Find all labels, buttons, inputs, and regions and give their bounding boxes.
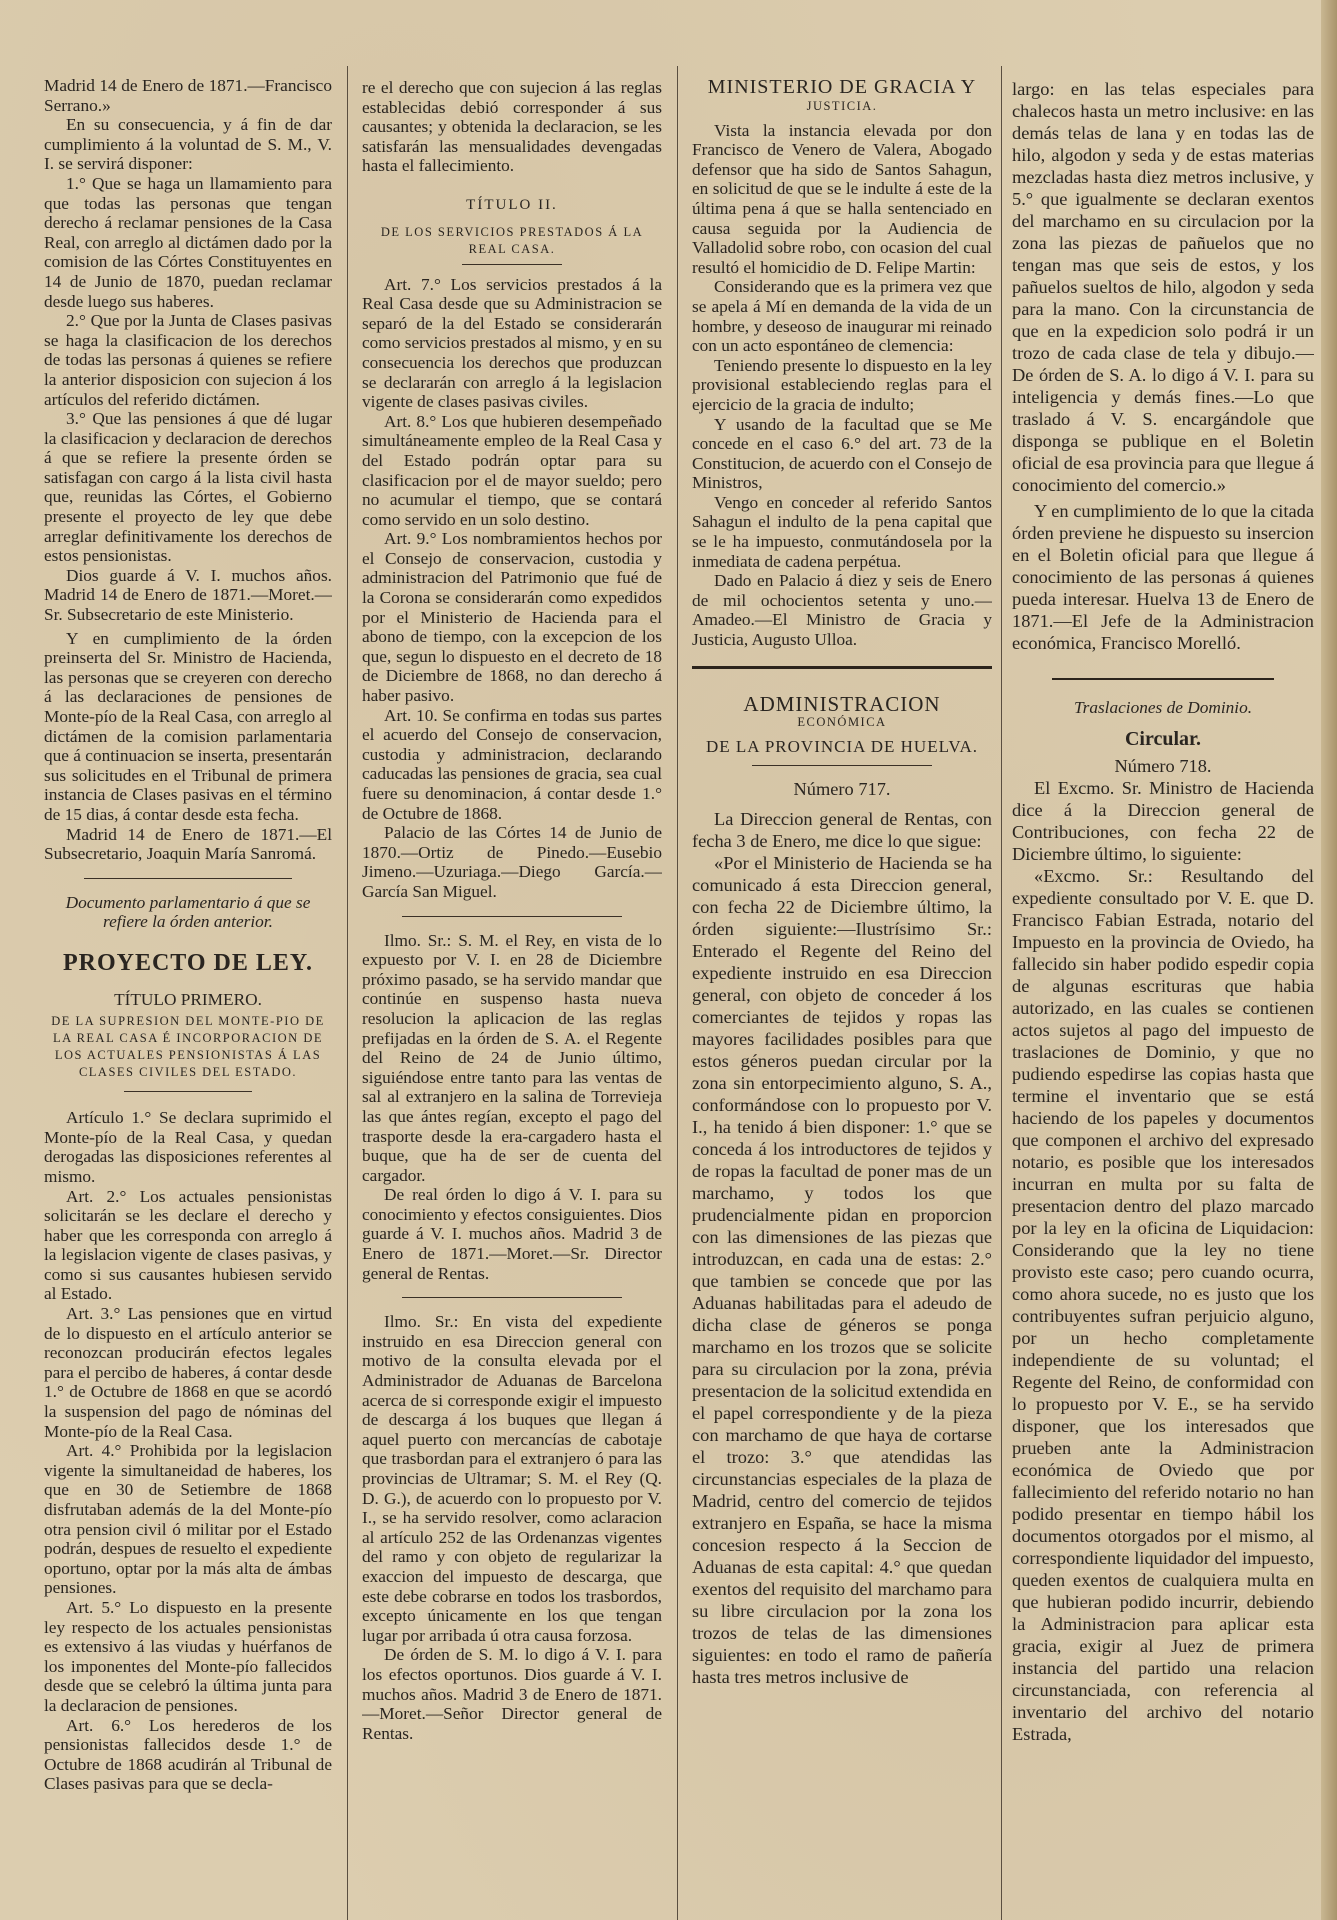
- column-2: [362, 78, 662, 1912]
- paragraph: Madrid 14 de Enero de 1871.—El Subsecretario, Joaquin María Sanromá.: [44, 824, 332, 864]
- paragraph: 1.° Que se haga un llamamiento para que todas las personas que tengan derecho á reclamar pensiones de la Casa Real, con arreglo al dictámen dado por la comision de las Córtes Constituyentes en 14 de Junio de 1870, puedan reclamar desde luego sus haberes.: [44, 173, 332, 311]
- paragraph: En su consecuencia, y á fin de dar cumplimiento á la voluntad de S. M., V. I. se servirá disponer:: [44, 115, 332, 174]
- column-1: [44, 76, 332, 1912]
- divider: [124, 1091, 252, 1092]
- paragraph: Palacio de las Córtes 14 de Junio de 1870.—Ortiz de Pinedo.—Eusebio Jimeno.—Uzuriaga.—Diego García.—García San Miguel.: [362, 823, 662, 901]
- article: Art. 2.° Los actuales pensionistas solicitarán se les declare el derecho y haber que les corresponda con arreglo á la legislacion vigente de clases pasivas, y como si sus causantes hubiesen servido al Estado.: [44, 1186, 332, 1304]
- article: Artículo 1.° Se declara suprimido el Monte-pío de la Real Casa, y quedan derogadas las disposiciones referentes al mismo.: [44, 1108, 332, 1186]
- paragraph: 3.° Que las pensiones á que dé lugar la clasificacion y declaracion de derechos á que se refiere la presente órden se satisfagan con cargo á la lista civil hasta que, reunidas las Córtes, el Gobierno presente el proyecto de ley que debe arreglar definitivamente los derechos de estos pensionistas.: [44, 409, 332, 566]
- ministry-subheading: JUSTICIA.: [806, 98, 878, 113]
- paragraph: «Excmo. Sr.: Resultando del expediente consultado por V. E. que D. Francisco Fabian Estrada, notario del Impuesto en la provincia de Oviedo, ha fallecido sin haber podido espedir copia de algunas escrituras que habia autorizado, en las cuales se contienen actos sujetos al pago del impuesto de traslaciones de Dominio, y que no pudiendo espedirse las copias hasta que termine el inventario que se está haciendo de los papeles y documentos que componen el archivo del expresado notario, es posible que los interesados incurran en multa por su falta de presentacion dentro del plazo marcado por la ley en la oficina de Liquidacion: Considerando que la ley no tiene provisto este caso; pero cuando ocurra, como ahora sucede, no es justo que los contribuyentes sufran perjuicio alguno, por un hecho completamente independiente de su voluntad; el Regente del Reino, de conformidad con lo propuesto por V. E., se ha servido disponer, que los interesados que prueben ante la Administracion económica de Oviedo que por fallecimiento del referido notario no han podido presentar en tiempo hábil los documentos otorgados por el mismo, al correspondiente liquidador del impuesto, queden exentos de cualquiera multa en que hubieran podido incurrir, debiendo la Administracion para aplicar esta gracia, exigir al Juez de primera instancia del partido una relacion circunstanciada, con referencia al inventario del archivo del notario Estrada,: [1012, 866, 1314, 1745]
- admin-province: DE LA PROVINCIA DE HUELVA.: [705, 737, 979, 757]
- section-bar: [692, 666, 992, 669]
- section-heading: PROYECTO DE LEY.: [62, 949, 314, 976]
- section-bar: [1052, 678, 1274, 680]
- divider: [752, 765, 932, 766]
- number-heading: Número 717.: [793, 778, 891, 799]
- paragraph: Ilmo. Sr.: S. M. el Rey, en vista de lo expuesto por V. I. en 28 de Diciembre próximo pasado, se ha servido mandar que continúe en suspenso hasta nueva resolucion la aplicacion de las reglas prefijadas en la órden de S. A. el Regente del Reino de 24 de Junio último, siguiéndose entre tanto para las ventas de sal al extranjero en la salina de Torrevieja las que ántes regían, excepto el pago del trasporte desde la era-cargadero hasta el buque, que ha de ser de cuenta del cargador.: [362, 930, 662, 1185]
- paragraph: Teniendo presente lo dispuesto en la ley provisional estableciendo reglas para el ejercicio de la gracia de indulto;: [692, 355, 992, 414]
- title-heading: TÍTULO II.: [466, 196, 558, 213]
- divider: [84, 878, 292, 879]
- article: Art. 10. Se confirma en todas sus partes el acuerdo del Consejo de conservacion, custodia y administracion, declarando caducadas las pensiones de gracia, sea cual fuere su denominacion, á contar desde 1.° de Octubre de 1868.: [362, 705, 662, 823]
- ministry-heading: MINISTERIO DE GRACIA Y: [707, 78, 977, 98]
- article: Art. 3.° Las pensiones que en virtud de lo dispuesto en el artículo anterior se reconozcan producirán efectos legales para el percibo de haberes, á contar desde 1.° de Octubre de 1868 en que se acordó la suspension del pago de nóminas del Monte-pío de la Real Casa.: [44, 1304, 332, 1441]
- divider: [462, 264, 562, 265]
- article: Art. 7.° Los servicios prestados á la Real Casa desde que su Administracion se separó de la del Estado se considerarán como servicios prestados al mismo, y en su consecuencia los derechos que produzcan se declararán con arreglo á la legislacion vigente de clases pasivas civiles.: [362, 274, 662, 412]
- section-note: Documento parlamentario á que se refiere la órden anterior.: [65, 892, 311, 932]
- paragraph: De real órden lo digo á V. I. para su conocimiento y efectos consiguientes. Dios guarde á V. I. muchos años. Madrid 3 de Enero de 1871.—Moret.—Sr. Director general de Rentas.: [362, 1185, 662, 1283]
- paragraph: Y en cumplimiento de la órden preinserta del Sr. Ministro de Hacienda, las personas que se creyeren con derecho á las declaraciones de pensiones de Monte-pío de la Real Casa, con arreglo al dictámen de la comision parlamentaria que á continuacion se inserta, presentarán sus solicitudes en el Tribunal de primera instancia de Clases pasivas en el término de 15 dias, á contar desde esta fecha.: [44, 628, 332, 824]
- column-rule: [677, 66, 678, 1920]
- title-heading: TÍTULO PRIMERO.: [114, 989, 262, 1009]
- divider: [402, 1297, 622, 1298]
- paragraph: «Por el Ministerio de Hacienda se ha comunicado á esta Direccion general, con fecha 22 de Diciembre último, la órden siguiente:—Ilustrísimo Sr.: Enterado el Regente del Reino del expediente instruido en esa Direccion general, con objeto de conceder á los comerciantes de tejidos y ropas las mayores facilidades posibles para que estos géneros puedan circular por la zona sin entorpecimiento alguno, S. A., conformándose con lo propuesto por V. I., ha tenido á bien disponer: 1.° que se conceda á los introductores de tejidos y de ropas la facultad de poner mas de un marchamo, y todos los que prudencialmente pidan en proporcion con las dimensiones de las piezas que introduzcan, en cada una de estas: 2.° que tambien se concede que por las Aduanas habilitadas para el adeudo de dicha clase de géneros se ponga marchamo en los trozos que se solicite para su circulacion por la zona, prévia presentacion de la solicitud extendida en el papel correspondiente y de la pieza con marchamo de que haya de cortarse el trozo: 3.° que atendidas las circunstancias especiales de la plaza de Madrid, centro del comercio de tejidos extranjero en España, se hace la misma concesion respecto á la Seccion de Aduanas de esta capital: 4.° que quedan exentos del requisito del marchamo para su libre circulacion por la zona los trozos de telas de las dimensiones siguientes: en todo el ramo de pañería hasta tres metros inclusive de: [692, 852, 992, 1687]
- paragraph: Vista la instancia elevada por don Francisco de Venero de Valera, Abogado defensor que ha sido de Santos Sahagun, en solicitud de que se le indulte á este de la última pena á que se halla sentenciado en causa seguida por la Audiencia de Valladolid sobre robo, con ocasion del cual resultó el homicidio de D. Felipe Martin:: [692, 120, 992, 277]
- paragraph: Considerando que es la primera vez que se apela á Mí en demanda de la vida de un hombre, y deseoso de inaugurar mi reinado con un acto espontáneo de clemencia:: [692, 277, 992, 356]
- section-note: Traslaciones de Dominio.: [1073, 698, 1253, 717]
- divider: [402, 916, 622, 917]
- title-subheading: DE LOS SERVICIOS PRESTADOS Á LA REAL CASA.: [380, 224, 644, 256]
- article: Art. 4.° Prohibida por la legislacion vigente la simultaneidad de haberes, los que en 30 de Setiembre de 1868 disfrutaban además de la del Monte-pío otra pension civil ó militar por el Estado podrán, despues de resuelto el expediente oportuno, optar por la más alta de ámbas pensiones.: [44, 1441, 332, 1598]
- article: Art. 6.° Los herederos de los pensionistas fallecidos desde 1.° de Octubre de 1868 acudirán al Tribunal de Clases pasivas para que se decla-: [44, 1715, 332, 1794]
- paragraph: Y en cumplimiento de lo que la citada órden previene he dispuesto su insercion en el Boletin oficial para que llegue á conocimiento de las personas á quienes pueda interesar. Huelva 13 de Enero de 1871.—El Jefe de la Administracion económica, Francisco Morelló.: [1012, 501, 1314, 653]
- page-edge: [1321, 0, 1337, 1920]
- admin-heading: ADMINISTRACION: [743, 691, 941, 716]
- paragraph: re el derecho que con sujecion á las reglas establecidas debió corresponder á sus causantes; y obtenida la declaracion, se les satisfarán las mensualidades devengadas hasta el fallecimiento.: [362, 78, 662, 176]
- paragraph: El Excmo. Sr. Ministro de Hacienda dice á la Direccion general de Contribuciones, con fecha 22 de Diciembre último, lo siguiente:: [1012, 778, 1314, 865]
- paragraph: De órden de S. M. lo digo á V. I. para los efectos oportunos. Dios guarde á V. I. muchos años. Madrid 3 de Enero de 1871.—Moret.—Señor Director general de Rentas.: [362, 1645, 662, 1743]
- paragraph: Dado en Palacio á diez y seis de Enero de mil ochocientos setenta y uno.—Amadeo.—El Ministro de Gracia y Justicia, Augusto Ulloa.: [692, 571, 992, 650]
- circular-heading: Circular.: [1124, 727, 1202, 750]
- column-rule: [347, 66, 348, 1920]
- title-subheading: DE LA SUPRESION DEL MONTE-PIO DE LA REAL CASA É INCORPORACION DE LOS ACTUALES PENSIONISTAS Á LAS CLASES CIVILES DEL ESTADO.: [51, 1014, 325, 1080]
- column-3: [692, 78, 992, 1912]
- paragraph: Madrid 14 de Enero de 1871.—Francisco Serrano.»: [44, 76, 332, 115]
- paragraph: La Direccion general de Rentas, con fecha 3 de Enero, me dice lo que sigue:: [692, 808, 992, 851]
- column-4: [1012, 78, 1314, 1912]
- paragraph: Dios guarde á V. I. muchos años. Madrid 14 de Enero de 1871.—Moret.—Sr. Subsecretario de este Ministerio.: [44, 565, 332, 625]
- paragraph: 2.° Que por la Junta de Clases pasivas se haga la clasificacion de los derechos de todas las personas á quienes se refiere la anterior disposicion con sujecion á los artículos del referido dictámen.: [44, 311, 332, 409]
- admin-subheading: ECONÓMICA: [797, 715, 887, 730]
- article: Art. 8.° Los que hubieren desempeñado simultáneamente empleo de la Real Casa y del Estado podrán optar para su clasificacion por el de mayor sueldo; pero no acumular el tiempo, que se contará como servido en un solo destino.: [362, 411, 662, 529]
- article: Art. 5.° Lo dispuesto en la presente ley respecto de los actuales pensionistas es extensivo á las viudas y huérfanos de los imponentes del Monte-pío fallecidos desde que se celebró la última junta para la declaracion de pensiones.: [44, 1597, 332, 1715]
- paragraph: largo: en las telas especiales para chalecos hasta un metro inclusive: en las demás telas de lana y en todas las de hilo, algodon y seda y de estas materias mezcladas hasta diez metros inclusive, y 5.° que igualmente se declaran exentos del marchamo en su circulacion por la zona las piezas de pañuelos que no tengan mas que seis de estos, y los pañuelos sueltos de hilo, algodon y seda para la mano. Con la circunstancia de que en la expedicion solo podrá ir un trozo de cada clase de tela y dibujo.—De órden de S. A. lo digo á V. I. para su inteligencia y demás fines.—Lo que traslado á V. S. encargándole que disponga se publique en el Boletin oficial de esa provincia para que llegue á conocimiento del comercio.»: [1012, 79, 1314, 495]
- paragraph: Vengo en conceder al referido Santos Sahagun el indulto de la pena capital que se le ha impuesto, conmutándosela por la inmediata de cadena perpétua.: [692, 492, 992, 571]
- column-rule: [1001, 66, 1002, 1920]
- paragraph: Ilmo. Sr.: En vista del expediente instruido en esa Direccion general con motivo de la consulta elevada por el Administrador de Aduanas de Barcelona acerca de si corresponde exigir el impuesto de descarga á los buques que llegan á aquel puerto con mercancías de cabotaje que trasbordan para el extranjero ó para las provincias de Ultramar; S. M. el Rey (Q. D. G.), de acuerdo con lo propuesto por V. I., se ha servido resolver, como aclaracion al artículo 252 de las Ordenanzas vigentes del ramo y con objeto de regularizar la exaccion del impuesto de descarga, que este debe cobrarse en todos los trasbordos, excepto únicamente en los que tengan lugar por arribada ú otra causa forzosa.: [362, 1312, 662, 1645]
- number-heading: Número 718.: [1114, 756, 1212, 777]
- article: Art. 9.° Los nombramientos hechos por el Consejo de conservacion, custodia y administracion del Patrimonio que fué de la Corona se considerarán como expedidos por el Ministerio de Hacienda para el abono de tiempo, con la excepcion de los que, segun lo dispuesto en el decreto de 18 de Diciembre de 1868, no dan derecho á haber pasivo.: [362, 529, 662, 706]
- paragraph: Y usando de la facultad que se Me concede en el caso 6.° del art. 73 de la Constitucion, de acuerdo con el Consejo de Ministros,: [692, 414, 992, 493]
